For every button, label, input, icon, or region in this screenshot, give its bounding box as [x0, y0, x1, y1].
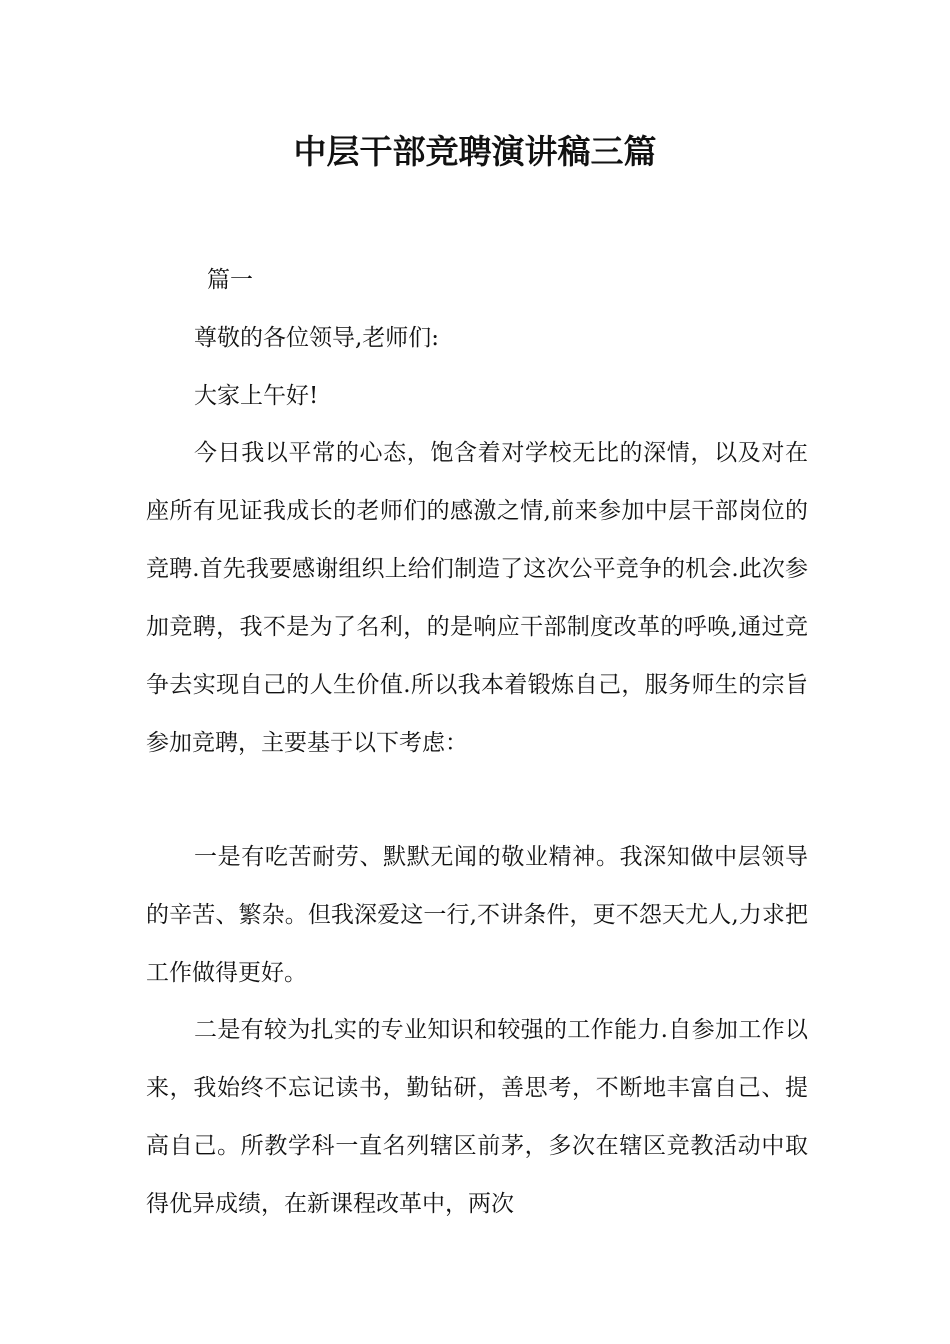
greeting-line: 大家上午好!	[194, 383, 319, 409]
paragraph-2: 一是有吃苦耐劳、默默无闻的敬业精神。我深知做中层领导的辛苦、繁杂。但我深爱这一行,不讲条件，更不怨天尤人,力求把工作做得更好。	[146, 844, 808, 986]
salutation-line: 尊敬的各位领导,老师们:	[194, 325, 440, 351]
section-label: 篇一	[207, 267, 253, 293]
document-title: 中层干部竞聘演讲稿三篇	[293, 132, 657, 171]
paragraph-1: 今日我以平常的心态，饱含着对学校无比的深情，以及对在座所有见证我成长的老师们的感激之情,前来参加中层干部岗位的竞聘.首先我要感谢组织上给们制造了这次公平竞争的机会.此次参加竞聘，我不是为了名利，的是响应干部制度改革的呼唤,通过竞争去实现自己的人生价值.所以我本着锻炼自己，服务师生的宗旨参加竞聘，主要基于以下考虑：	[146, 440, 808, 756]
paragraph-3: 二是有较为扎实的专业知识和较强的工作能力.自参加工作以来，我始终不忘记读书，勤钻研，善思考，不断地丰富自己、提高自己。所教学科一直名列辖区前茅，多次在辖区竞教活动中取得优异成绩，在新课程改革中，两次	[146, 1017, 808, 1217]
